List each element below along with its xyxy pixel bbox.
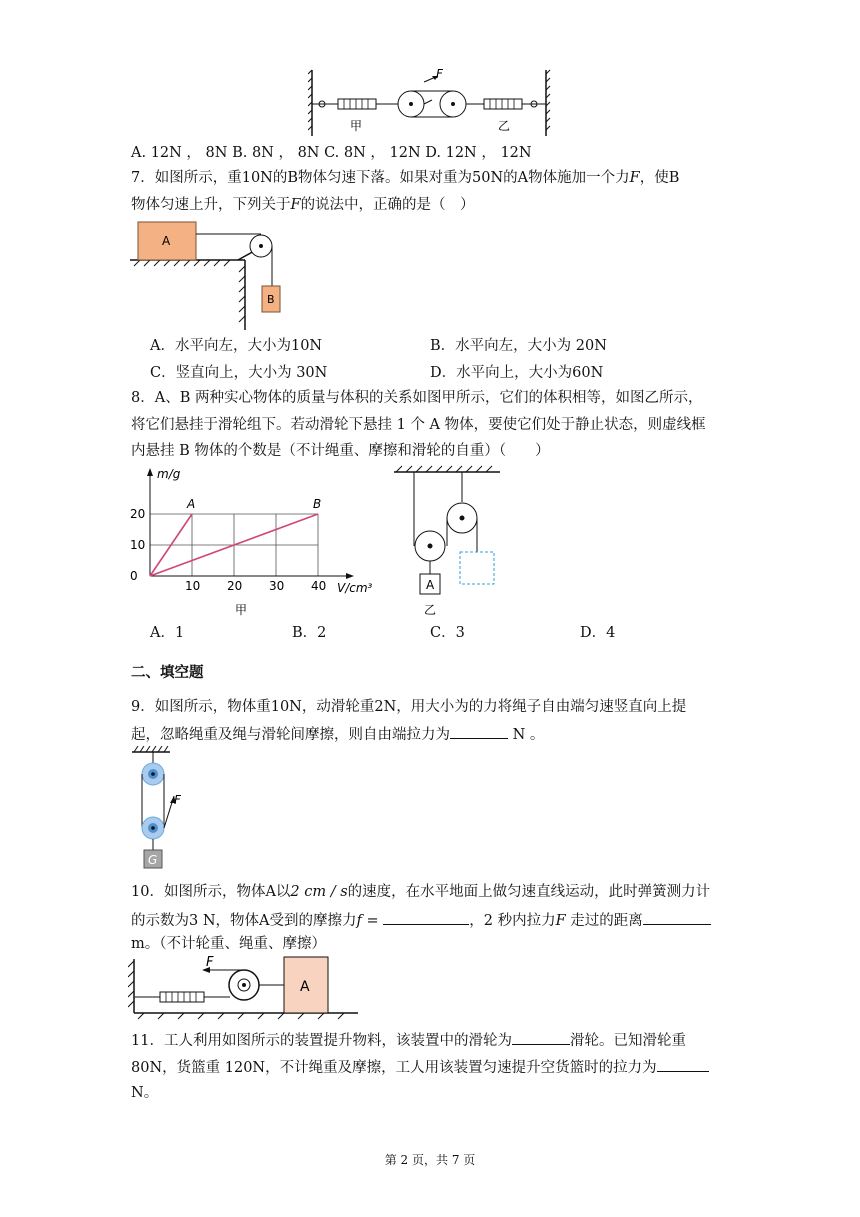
- q10-line2-mid: ，物体A受到的摩擦力: [215, 913, 357, 929]
- y-tick-label: 10: [130, 538, 146, 552]
- q9-line1: 9．如图所示，物体重10N，动滑轮重2N，用大小为的力将绳子自由端匀速竖直向上提: [131, 699, 687, 715]
- q7-line1-var: F: [629, 170, 640, 186]
- q7-line2-var: F: [290, 197, 301, 213]
- q10-line1-math: 2 cm / s: [290, 884, 348, 900]
- q8-line3: 内悬挂 B 物体的个数是（不计绳重、摩擦和滑轮的自重）（ ）: [131, 443, 550, 459]
- q6-figure: [308, 68, 558, 140]
- q10-eq: =: [361, 913, 384, 929]
- page-footer: 第 2 页，共 7 页: [384, 1153, 476, 1167]
- q10-line1-head: 10．如图所示，物体A以: [131, 884, 291, 900]
- q9-line2-head: 起，忽略绳重及绳与滑轮间摩擦，则自由端拉力为: [131, 727, 450, 743]
- q10-friction-var: f: [356, 913, 362, 929]
- q11-line2-head: 80N，货篮重 120N，不计绳重及摩擦，工人用该装置匀速提升空货篮时的拉力为: [131, 1060, 657, 1076]
- x-tick-label: 40: [311, 579, 327, 593]
- q7-option-d: D．水平向上，大小为60N: [430, 365, 604, 381]
- q7-line2: [131, 195, 475, 215]
- q8-chart: [125, 462, 380, 622]
- q10-line2-head: 的示数为: [131, 913, 189, 929]
- q11-line1: [131, 1030, 686, 1051]
- q10-line3: m。（不计轮重、绳重、摩擦）: [131, 936, 326, 952]
- q9-line2: [131, 724, 544, 745]
- q11-pulley-type-blank[interactable]: [512, 1030, 570, 1045]
- y-tick-label: 0: [130, 569, 138, 583]
- q8-option-b: B．2: [292, 625, 327, 641]
- x-tick-label: 20: [227, 579, 243, 593]
- q8-option-c: C．3: [430, 625, 465, 641]
- q7-line1-text: 7．如图所示，重10N的B物体匀速下落。如果对重为50N的A物体施加一个力: [131, 170, 630, 186]
- q10-figure: [128, 955, 360, 1021]
- q10-line1: [131, 882, 710, 902]
- q8-line1: 8．A、B 两种实心物体的质量与体积的关系如图甲所示，它们的体积相等，如图乙所示，: [131, 390, 703, 406]
- pulley-block-a-label: A: [426, 578, 435, 592]
- q6-force-label: F: [436, 68, 443, 81]
- q10-line2-tail: ，2 秒内拉力: [469, 913, 556, 929]
- chart-caption: 甲: [235, 603, 248, 617]
- q7-block-a-label: A: [162, 234, 171, 248]
- q7-line2-tail: 的说法中，正确的是（ ）: [300, 197, 475, 213]
- chart-ylabel: m/g: [157, 467, 181, 481]
- q11-line1-head: 11．工人利用如图所示的装置提升物料，该装置中的滑轮为: [131, 1033, 512, 1049]
- q9-weight-label: G: [148, 853, 158, 867]
- q10-line2-end: 走过的距离: [565, 913, 643, 929]
- dashed-box: [460, 552, 494, 584]
- q8-line2: 将它们悬挂于滑轮组下。若动滑轮下悬挂 1 个 A 物体，要使它们处于静止状态，则虚线框: [131, 417, 706, 433]
- q7-line2-head: 物体匀速上升，下列关于: [131, 197, 291, 213]
- pulley-caption: 乙: [424, 603, 437, 617]
- q6-yi-label: 乙: [498, 119, 511, 133]
- q7-line1: [131, 168, 679, 188]
- q10-line1-mid: 的速度，在水平地面上做匀速直线运动，此时弹簧测力计: [347, 884, 711, 900]
- q11-line3: N。: [131, 1085, 159, 1101]
- chart-xlabel: V/cm³: [337, 581, 373, 595]
- q8-option-a: A．1: [150, 625, 185, 641]
- q8-pulley-figure: [390, 446, 510, 618]
- y-tick-label: 20: [130, 507, 146, 521]
- q9-force-label: F: [174, 793, 181, 807]
- q10-distance-blank[interactable]: [643, 910, 711, 925]
- section-title: 二、填空题: [131, 664, 204, 681]
- q10-line2-math: 3 N: [189, 913, 216, 929]
- q7-option-b: B．水平向左，大小为 20N: [430, 338, 607, 354]
- q11-force-blank[interactable]: [657, 1057, 709, 1072]
- q7-line1-tail: ，使B: [639, 170, 680, 186]
- q9-answer-blank[interactable]: [450, 724, 508, 739]
- q6-options: A. 12N ， 8N B. 8N ， 8N C. 8N ， 12N D. 12N ， 12N: [131, 145, 532, 161]
- q7-option-c: C．竖直向上，大小为 30N: [150, 365, 328, 381]
- series-a-label: A: [187, 497, 196, 511]
- q7-option-a: A．水平向左，大小为10N: [150, 338, 323, 354]
- x-tick-label: 30: [269, 579, 285, 593]
- q11-line1-tail: 滑轮。已知滑轮重: [569, 1033, 686, 1049]
- q9-line2-tail: N 。: [508, 727, 545, 743]
- q9-figure: [128, 746, 198, 870]
- q7-figure: [130, 220, 290, 332]
- q10-line2: [131, 910, 711, 931]
- q10-block-label: A: [300, 979, 310, 995]
- series-b-label: B: [313, 497, 322, 511]
- q10-friction-blank[interactable]: [383, 910, 469, 925]
- q6-jia-label: 甲: [350, 119, 363, 133]
- q10-force-label: F: [206, 955, 214, 970]
- q7-block-b-label: B: [267, 293, 275, 306]
- q8-option-d: D．4: [580, 625, 616, 641]
- x-tick-label: 10: [185, 579, 201, 593]
- q11-line2: [131, 1057, 709, 1078]
- q10-force-var: F: [555, 913, 566, 929]
